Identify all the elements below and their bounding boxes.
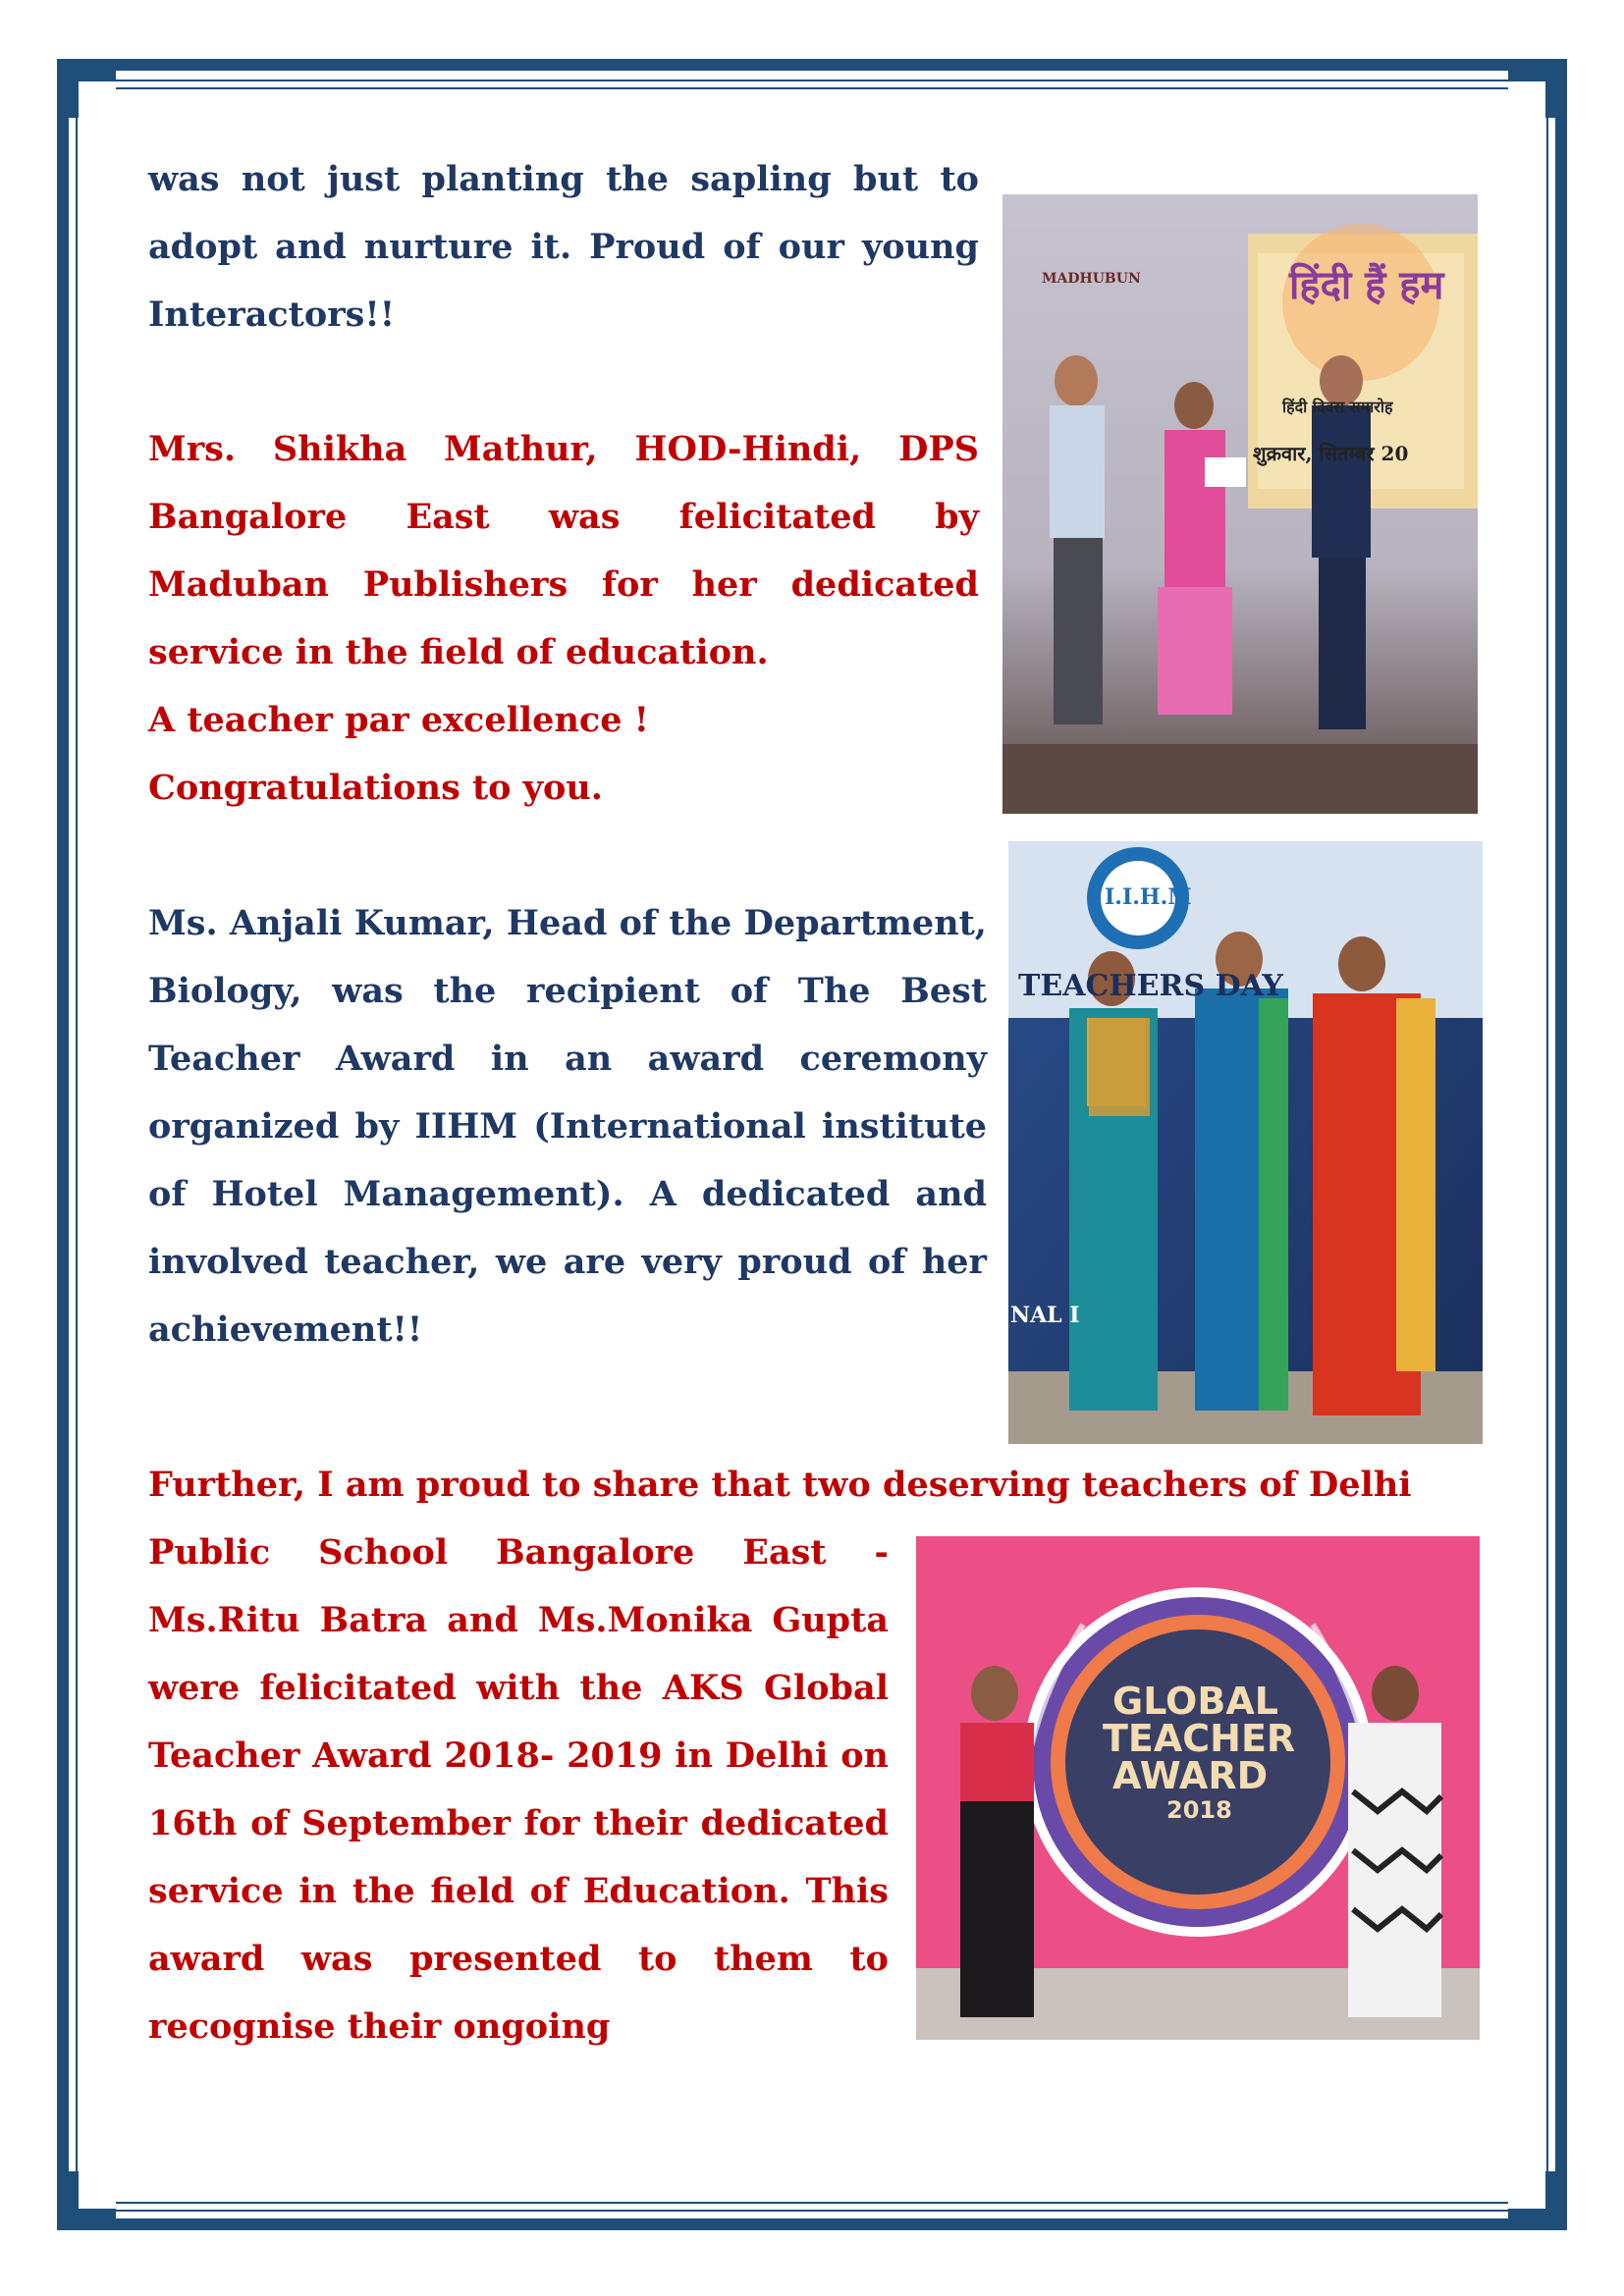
- aks-award-year: 2018: [1166, 1796, 1232, 1824]
- shikha-paragraph: Mrs. Shikha Mathur, HOD-Hindi, DPS Bangalore East was felicitated by Maduban Publishers for her dedicated service in the field of education.: [148, 429, 979, 672]
- iihm-banner-text: TEACHERS DAY: [1018, 969, 1283, 1003]
- aks-paragraph: Public School Bangalore East - Ms.Ritu Batra and Ms.Monika Gupta were felicitated with the AKS Global Teacher Award 2018- 2019 in Delhi on 16th of September for their dedicated service in the field of Education. This award was presented to them to recognise their ongoing: [148, 1532, 889, 2047]
- aks-award-line3: AWARD: [1112, 1754, 1269, 1797]
- madhubun-hindi-sub: हिंदी दिवस समारोह: [1282, 398, 1393, 416]
- photo-madhubun-felicitation: [1002, 194, 1478, 814]
- aks-award-line1: GLOBAL: [1112, 1680, 1278, 1723]
- madhubun-date: शुक्रवार, सितम्बर 20: [1253, 442, 1409, 465]
- madhubun-hindi-title: हिंदी हैं हम: [1289, 262, 1444, 308]
- iihm-footer-text: NAL I: [1010, 1303, 1080, 1328]
- photo-iihm-award: [1008, 841, 1483, 1444]
- iihm-logo-text: I.I.H.M: [1105, 884, 1192, 910]
- aks-award-line2: TEACHER: [1103, 1717, 1296, 1760]
- shikha-line-excellence: A teacher par excellence !: [148, 700, 650, 740]
- aks-lead-line: Further, I am proud to share that two deserving teachers of Delhi: [148, 1465, 1412, 1505]
- anjali-paragraph: Ms. Anjali Kumar, Head of the Department, Biology, was the recipient of The Best Teacher Award in an award ceremony organized by IIHM (International institute of Hotel Management). A dedicated and involved teacher, we are very proud of her achievement!!: [148, 903, 987, 1350]
- madhubun-brand: MADHUBUN: [1042, 271, 1141, 287]
- shikha-line-congratulations: Congratulations to you.: [148, 768, 603, 808]
- photo-aks-global-award: [916, 1536, 1480, 2040]
- interactors-paragraph: was not just planting the sapling but to adopt and nurture it. Proud of our young Interactors!!: [148, 159, 979, 335]
